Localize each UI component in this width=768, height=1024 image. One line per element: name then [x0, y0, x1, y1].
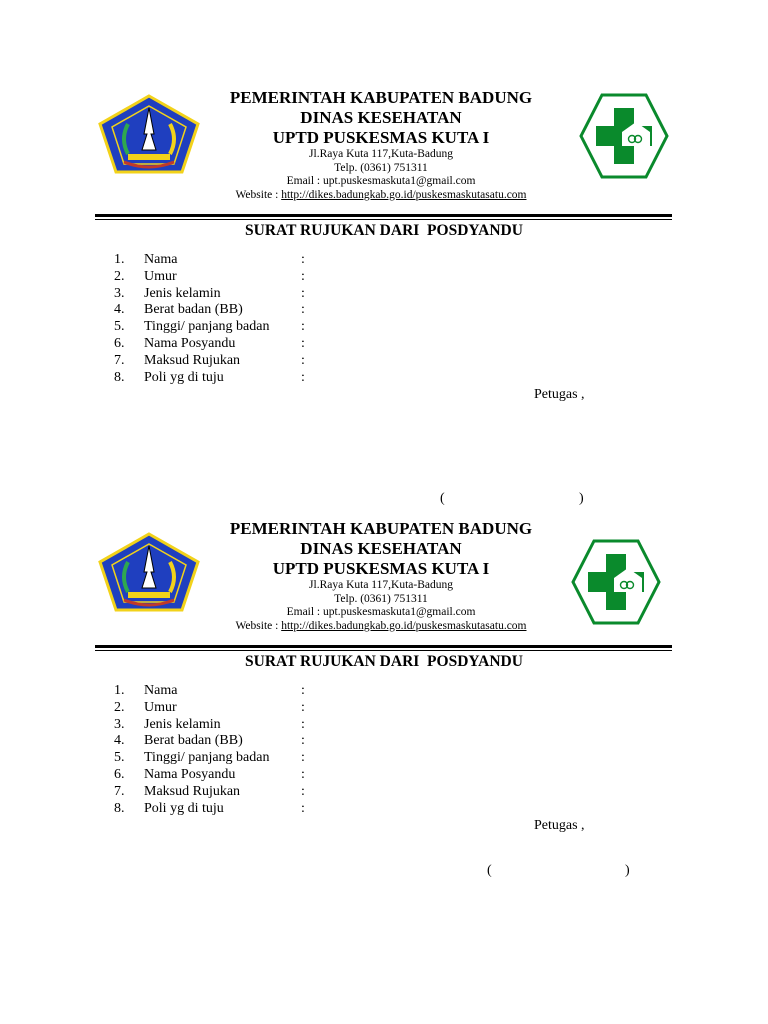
header-line-2: DINAS KESEHATAN: [300, 539, 462, 558]
header-phone: Telp. (0361) 751311: [334, 161, 428, 174]
signature-open-paren: (: [440, 491, 445, 506]
officer-label: Petugas ,: [534, 387, 585, 402]
website-link[interactable]: http://dikes.badungkab.go.id/puskesmaskutasatu.com: [281, 188, 527, 201]
header-address: Jl.Raya Kuta 117,Kuta-Badung: [309, 148, 453, 160]
form-title: SURAT RUJUKAN DARI POSDYANDU: [245, 653, 523, 670]
header-email: Email : upt.puskesmaskuta1@gmail.com: [286, 606, 476, 618]
header-phone: Telp. (0361) 751311: [334, 592, 428, 605]
header-line-1: PEMERINTAH KABUPATEN BADUNG: [229, 88, 533, 107]
website-link[interactable]: http://dikes.badungkab.go.id/puskesmaskutasatu.com: [281, 619, 527, 632]
header-line-3: UPTD PUSKESMAS KUTA I: [272, 128, 490, 147]
officer-label: Petugas ,: [534, 818, 585, 833]
header-block: [200, 519, 562, 633]
badung-emblem-icon: [98, 532, 200, 612]
form-title: SURAT RUJUKAN DARI POSDYANDU: [245, 222, 523, 239]
website-label: Website :: [235, 619, 279, 632]
header-divider-thick: [95, 214, 672, 217]
header-divider-thick: [95, 645, 672, 648]
header-line-1: PEMERINTAH KABUPATEN BADUNG: [229, 519, 533, 538]
header-address: Jl.Raya Kuta 117,Kuta-Badung: [309, 579, 453, 591]
health-cross-icon: [578, 92, 670, 180]
website-label: Website :: [235, 188, 279, 201]
badung-emblem-icon: [98, 94, 200, 174]
header-block: [200, 88, 562, 202]
header-email: Email : upt.puskesmaskuta1@gmail.com: [286, 175, 476, 187]
header-line-3: UPTD PUSKESMAS KUTA I: [272, 559, 490, 578]
header-divider-thin: [95, 219, 672, 220]
header-line-2: DINAS KESEHATAN: [300, 108, 462, 127]
header-website: [200, 189, 562, 203]
signature-close-paren: ): [625, 863, 630, 878]
signature-close-paren: ): [579, 491, 584, 506]
signature-open-paren: (: [487, 863, 492, 878]
header-website: [200, 620, 562, 634]
header-divider-thin: [95, 650, 672, 651]
health-cross-icon: [570, 538, 662, 626]
